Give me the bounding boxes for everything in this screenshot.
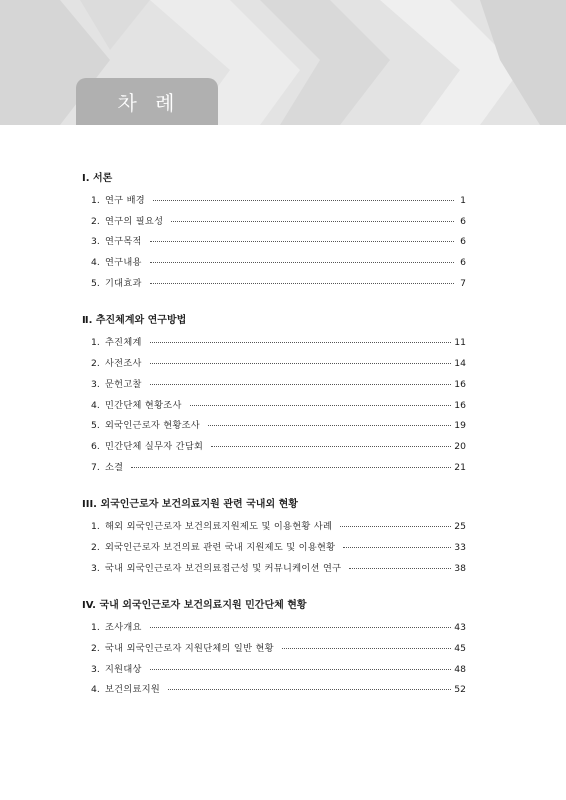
toc-entry[interactable] <box>82 333 466 354</box>
page-number: 20 <box>454 440 466 452</box>
page-number: 6 <box>460 257 466 269</box>
entry-label: 국내 외국인근로자 지원단체의 일반 현황 <box>105 643 274 654</box>
page-number: 48 <box>454 663 466 675</box>
dot-leader <box>349 568 451 569</box>
page-title: 차 례 <box>76 78 218 125</box>
entry-label: 국내 외국인근로자 보건의료접근성 및 커뮤니케이션 연구 <box>105 562 342 574</box>
entry-number: 2. <box>91 643 100 654</box>
dot-leader <box>153 200 454 201</box>
page-number: 21 <box>454 461 466 473</box>
toc-entry[interactable] <box>82 660 466 681</box>
toc-entry[interactable] <box>82 416 466 437</box>
entry-number: 3. <box>91 236 100 248</box>
entry-number: 1. <box>91 195 100 206</box>
toc-entry[interactable] <box>82 680 466 701</box>
toc-entry[interactable] <box>82 354 466 375</box>
page-number: 43 <box>454 622 466 634</box>
section-title[interactable]: Ⅱ. 추진체계와 연구방법 <box>82 315 187 327</box>
dot-leader <box>171 221 454 222</box>
entry-label: 기대효과 <box>105 277 142 289</box>
entry-label: 민간단체 실무자 간담회 <box>105 440 204 452</box>
page-number: 16 <box>454 399 466 411</box>
toc-entry[interactable] <box>82 437 466 458</box>
entry-number: 1. <box>91 337 100 349</box>
toc-entry[interactable] <box>82 232 466 253</box>
dot-leader <box>211 446 451 447</box>
entry-number: 2. <box>91 215 100 227</box>
section-title[interactable]: Ⅰ. 서론 <box>82 173 113 184</box>
toc-entry[interactable] <box>82 396 466 417</box>
toc-entry[interactable] <box>82 375 466 396</box>
entry-number: 1. <box>91 622 100 634</box>
page-number: 14 <box>454 358 466 370</box>
toc-section <box>82 497 466 579</box>
toc-section <box>82 171 466 294</box>
dot-leader <box>150 627 452 628</box>
entry-number: 5. <box>91 420 100 432</box>
entry-label: 사전조사 <box>105 358 142 370</box>
entry-label: 연구의 필요성 <box>105 215 164 227</box>
toc-entry[interactable] <box>82 191 466 212</box>
dot-leader <box>340 526 451 527</box>
page-number: 38 <box>454 562 466 574</box>
toc-entry[interactable] <box>82 538 466 559</box>
page-number: 7 <box>460 277 466 289</box>
entry-label: 연구목적 <box>105 236 142 248</box>
toc-entry[interactable] <box>82 517 466 538</box>
toc-entry[interactable] <box>82 212 466 233</box>
page-number: 6 <box>460 236 466 248</box>
dot-leader <box>150 241 454 242</box>
dot-leader <box>150 342 452 343</box>
table-of-contents <box>82 171 466 720</box>
page-number: 25 <box>454 521 466 533</box>
dot-leader <box>150 363 452 364</box>
entry-label: 외국인근로자 보건의료 관련 국내 지원제도 및 이용현황 <box>105 541 336 553</box>
dot-leader <box>150 669 452 670</box>
toc-entry[interactable] <box>82 458 466 479</box>
page-number: 1 <box>460 195 466 206</box>
entry-label: 조사개요 <box>105 622 142 634</box>
toc-entry[interactable] <box>82 618 466 639</box>
entry-number: 6. <box>91 440 100 452</box>
toc-entry[interactable] <box>82 639 466 660</box>
toc-section <box>82 313 466 478</box>
entry-label: 소결 <box>105 461 124 473</box>
page-number: 6 <box>460 215 466 227</box>
entry-number: 4. <box>91 684 100 696</box>
entry-number: 2. <box>91 541 100 553</box>
page-number: 52 <box>454 684 466 696</box>
toc-entry[interactable] <box>82 274 466 295</box>
entry-number: 1. <box>91 521 100 533</box>
dot-leader <box>150 283 454 284</box>
dot-leader <box>131 467 451 468</box>
entry-number: 4. <box>91 257 100 269</box>
header-band <box>0 0 566 125</box>
entry-number: 2. <box>91 358 100 370</box>
entry-label: 추진체계 <box>105 337 142 349</box>
entry-label: 연구 배경 <box>105 195 145 206</box>
dot-leader <box>190 405 452 406</box>
entry-number: 3. <box>91 562 100 574</box>
entry-number: 3. <box>91 378 100 390</box>
entry-number: 5. <box>91 277 100 289</box>
dot-leader <box>150 384 452 385</box>
entry-label: 외국인근로자 현황조사 <box>105 420 200 432</box>
dot-leader <box>282 648 451 649</box>
entry-label: 연구내용 <box>105 257 142 269</box>
page-number: 16 <box>454 378 466 390</box>
toc-section <box>82 598 466 701</box>
entry-number: 3. <box>91 663 100 675</box>
toc-entry[interactable] <box>82 559 466 580</box>
page-number: 33 <box>454 541 466 553</box>
toc-entry[interactable] <box>82 253 466 274</box>
entry-label: 문헌고찰 <box>105 378 142 390</box>
entry-number: 4. <box>91 399 100 411</box>
entry-label: 민간단체 현황조사 <box>105 399 182 411</box>
entry-label: 보건의료지원 <box>105 684 161 696</box>
section-title[interactable]: IV. 국내 외국인근로자 보건의료지원 민간단체 현황 <box>82 600 307 612</box>
entry-number: 7. <box>91 461 100 473</box>
section-title[interactable]: III. 외국인근로자 보건의료지원 관련 국내외 현황 <box>82 499 298 511</box>
dot-leader <box>208 425 451 426</box>
page-number: 45 <box>454 643 466 654</box>
dot-leader <box>150 262 454 263</box>
page-number: 19 <box>454 420 466 432</box>
page-number: 11 <box>454 337 466 349</box>
entry-label: 해외 외국인근로자 보건의료지원제도 및 이용현황 사례 <box>105 521 333 533</box>
dot-leader <box>343 547 451 548</box>
dot-leader <box>168 689 451 690</box>
entry-label: 지원대상 <box>105 663 142 675</box>
